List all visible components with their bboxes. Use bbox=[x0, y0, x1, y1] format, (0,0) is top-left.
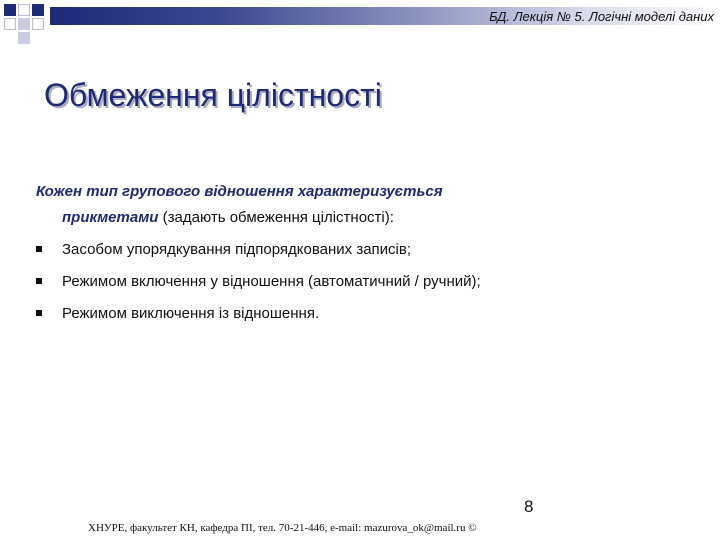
list-item-text: Режимом включення у відношення (автоматичний / ручний); bbox=[62, 273, 481, 290]
list-item bbox=[36, 300, 481, 332]
list-item-text: Засобом упорядкування підпорядкованих записів; bbox=[62, 241, 412, 258]
decor-square bbox=[32, 18, 44, 30]
list-item bbox=[36, 236, 481, 268]
list-item bbox=[36, 268, 481, 300]
intro-emphasis: Кожен тип групового відношення характеризується bbox=[36, 183, 443, 200]
list-item-text: Режимом виключення із відношення. bbox=[62, 305, 320, 322]
decor-square bbox=[18, 4, 30, 16]
footer-text: ХНУРЕ, факультет КН, кафедра ПІ, тел. 70-21-446, e-mail: mazurova_ok@mail.ru © bbox=[88, 522, 477, 534]
intro-emphasis-keyword: прикметами bbox=[62, 209, 159, 226]
bullet-list bbox=[36, 236, 481, 332]
decor-square bbox=[18, 32, 30, 44]
square-bullet-icon bbox=[36, 278, 42, 284]
decor-square bbox=[18, 18, 30, 30]
slide-title: Обмеження цілістності bbox=[44, 77, 382, 113]
page-number: 8 bbox=[524, 497, 534, 516]
intro-rest: (задають обмеження цілістності): bbox=[158, 209, 394, 226]
square-bullet-icon bbox=[36, 310, 42, 316]
decor-square bbox=[32, 4, 44, 16]
lecture-label: БД. Лекція № 5. Логічні моделі даних bbox=[489, 9, 714, 24]
decor-square bbox=[4, 18, 16, 30]
square-bullet-icon bbox=[36, 246, 42, 252]
intro-line-1 bbox=[36, 179, 676, 205]
intro-paragraph bbox=[36, 179, 676, 231]
intro-line-2 bbox=[36, 205, 676, 231]
decor-square bbox=[4, 4, 16, 16]
